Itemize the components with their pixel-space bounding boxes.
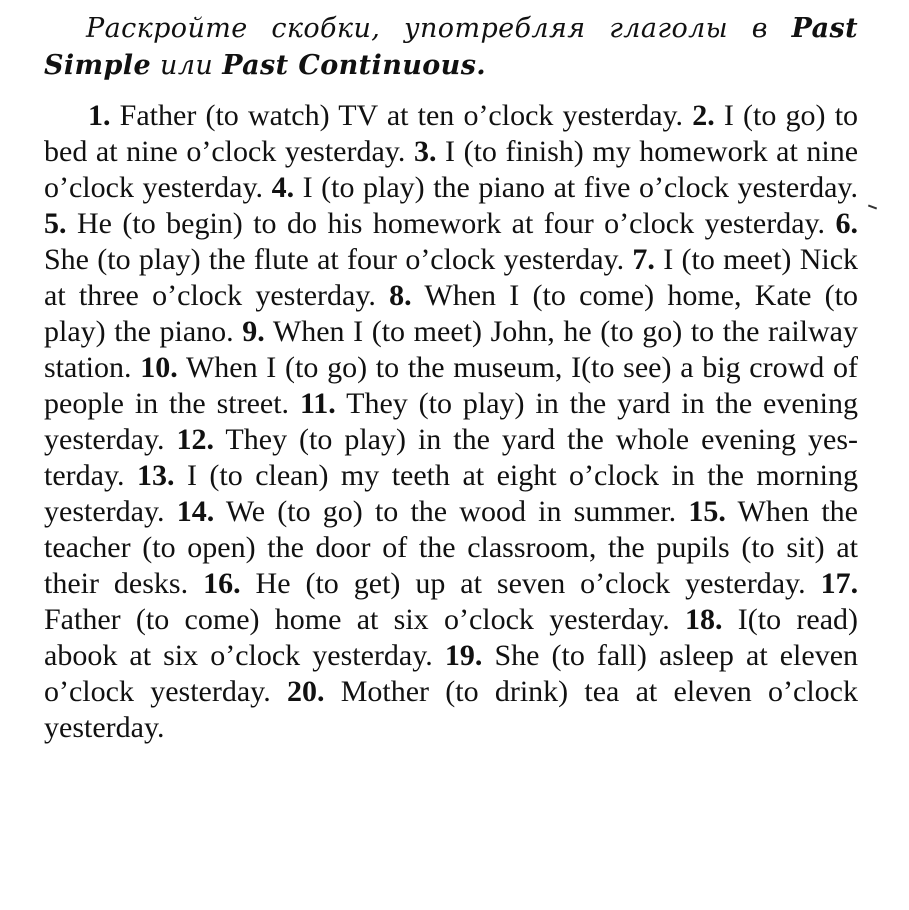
sentence-number: 11. [299, 387, 336, 420]
sentence-number: 13. [136, 459, 175, 492]
sentence-text: She (to fall) asleep at eleven o’clock yesterday. [44, 639, 859, 708]
sentence-text: When I (to go) to the museum, I(to see) a big crowd of people in the street. [44, 351, 859, 420]
sentence-number: 16. [203, 567, 241, 600]
sentence [203, 567, 806, 600]
sentence-number: 17. [820, 567, 859, 600]
sentence-text: When I (to meet) John, he (to go) to the railway station. [44, 315, 858, 384]
sentence-text: They (to play) in the yard the whole evening yesterday. [44, 423, 858, 492]
sentence-number: 1. [88, 99, 111, 132]
sentence-text: I(to read) abook at six o’clock yesterday. [44, 603, 859, 672]
exercise-sentences [44, 98, 858, 746]
sentence-text: I (to clean) my teeth at eight o’clock in the morning yesterday. [44, 459, 859, 528]
sentence-number: 5. [44, 207, 67, 240]
sentence [88, 99, 683, 132]
sentence-number: 12. [176, 423, 214, 456]
sentence-text: We (to go) to the wood in summer. [225, 495, 677, 528]
sentence-number: 20. [286, 675, 325, 708]
instruction-part1: Раскройте скобки, употребляя глаголы в [86, 13, 792, 44]
instruction-term-past-continuous: Past Continuous [222, 50, 477, 81]
exercise-instruction [44, 10, 858, 84]
sentence-text: They (to play) in the yard in the evening yesterday. [44, 387, 858, 456]
sentence-text: I (to finish) my homework at nine o’clock yesterday. [44, 135, 859, 204]
sentence-number: 2. [692, 99, 715, 132]
sentence-number: 14. [176, 495, 215, 528]
sentence-number: 3. [413, 135, 437, 168]
sentence-number: 10. [140, 351, 178, 384]
sentence-text: I (to play) the piano at five o’clock yesterday. [302, 171, 858, 204]
sentence-text: He (to begin) to do his homework at four o’clock yesterday. [76, 207, 826, 240]
sentence-number: 6. [835, 207, 859, 240]
sentence [177, 495, 677, 528]
sentence-number: 19. [444, 639, 483, 672]
sentence-number: 15. [688, 495, 726, 528]
stray-pen-mark [868, 205, 877, 210]
sentence-number: 8. [389, 279, 412, 312]
sentence-number: 18. [685, 603, 723, 636]
sentence-text: When I (to come) home, Kate (to play) the piano. [44, 279, 859, 348]
sentence [272, 171, 858, 204]
sentence-text: Father (to watch) TV at ten o’clock yesterday. [119, 99, 684, 132]
sentence-text: Mother (to drink) tea at eleven o’clock yesterday. [44, 675, 858, 744]
sentence-number: 7. [632, 243, 655, 276]
sentence-text: I (to go) to bed at nine o’clock yesterday. [44, 99, 859, 168]
sentence-text: He (to get) up at seven o’clock yesterday. [255, 567, 806, 600]
sentence-text: She (to play) the flute at four o’clock yesterday. [44, 243, 625, 276]
sentence-number: 4. [271, 171, 295, 204]
sentence [44, 207, 825, 240]
sentence-text: When the teacher (to open) the door of the classroom, the pupils (to sit) at their desks. [44, 495, 858, 600]
instruction-term-past-simple: Past Simple [44, 13, 858, 81]
instruction-part2: или [151, 50, 223, 81]
instruction-end: . [476, 50, 487, 81]
sentence-text: I (to meet) Nick at three o’clock yesterday. [44, 243, 859, 312]
sentence-number: 9. [242, 315, 265, 348]
sentence-text: Father (to come) home at six o’clock yesterday. [44, 603, 670, 636]
